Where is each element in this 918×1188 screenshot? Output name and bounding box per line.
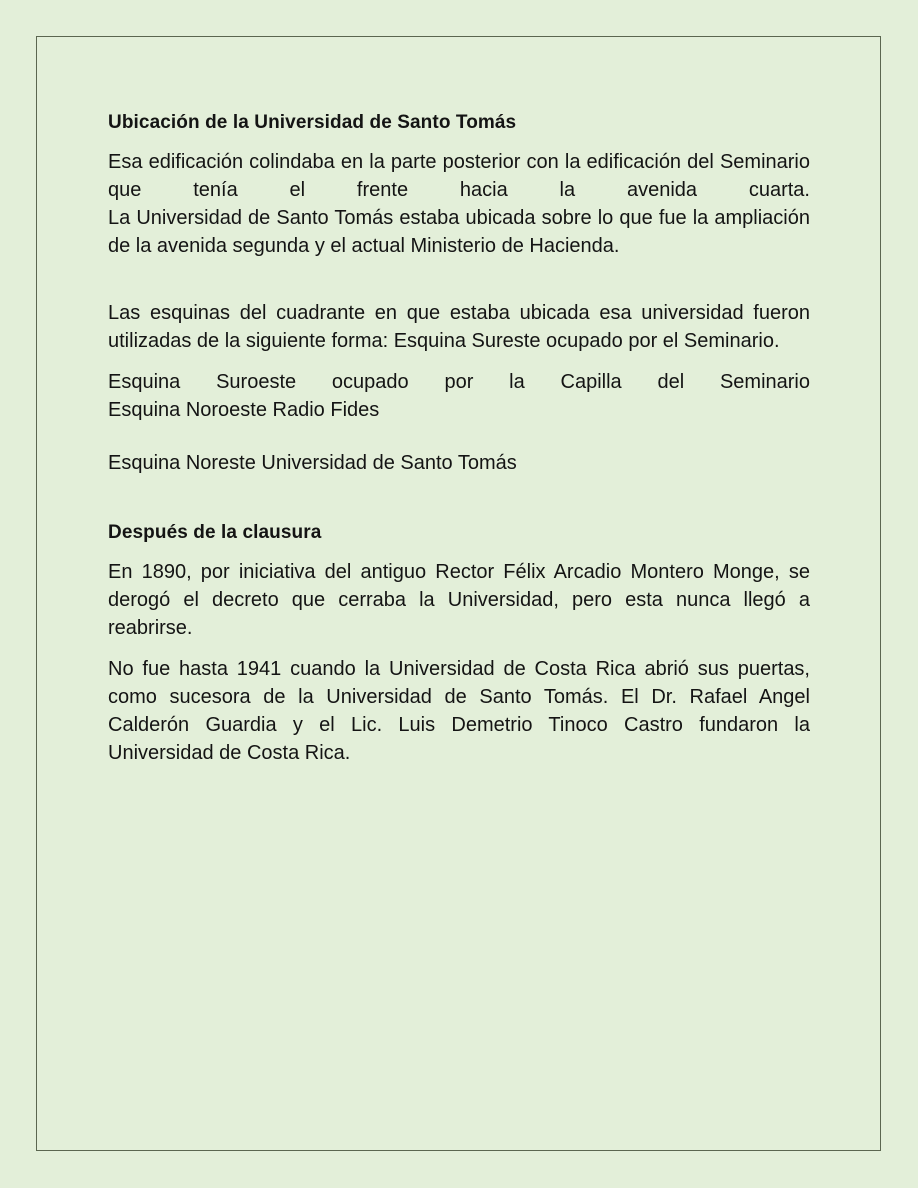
paragraph-corners: Las esquinas del cuadrante en que estaba ubicada esa universidad fueron utilizadas de la siguiente forma: Esquina Sureste ocupado por el Seminario.	[108, 302, 810, 352]
section-heading-after-closure: Después de la clausura	[108, 522, 322, 543]
corner-southwest: Esquina Suroeste ocupado por la Capilla del Seminario	[108, 371, 810, 393]
paragraph-location-1-line-a: Esa edificación colindaba en la parte posterior con la edificación del Seminario que tenía el frente hacia la avenida cuarta.	[108, 151, 810, 201]
paragraph-corners-southwest	[108, 368, 810, 424]
paragraph-after-closure-1: En 1890, por iniciativa del antiguo Rector Félix Arcadio Montero Monge, se derogó el decreto que cerraba la Universidad, pero esta nunca llegó a reabrirse.	[108, 561, 810, 639]
document-body	[108, 110, 810, 780]
paragraph-after-closure-2: No fue hasta 1941 cuando la Universidad de Costa Rica abrió sus puertas, como sucesora de la Universidad de Santo Tomás. El Dr. Rafael Angel Calderón Guardia y el Lic. Luis Demetrio Tinoco Castro fundaron la Universidad de Costa Rica.	[108, 658, 810, 764]
section-heading-location: Ubicación de la Universidad de Santo Tomás	[108, 112, 517, 133]
corner-northeast: Esquina Noreste Universidad de Santo Tomás	[108, 452, 517, 474]
paragraph-location-1	[108, 148, 810, 260]
paragraph-location-1-line-b: La Universidad de Santo Tomás estaba ubicada sobre lo que fue la ampliación de la avenida segunda y el actual Ministerio de Hacienda.	[108, 207, 810, 257]
corner-northwest: Esquina Noroeste Radio Fides	[108, 399, 380, 421]
